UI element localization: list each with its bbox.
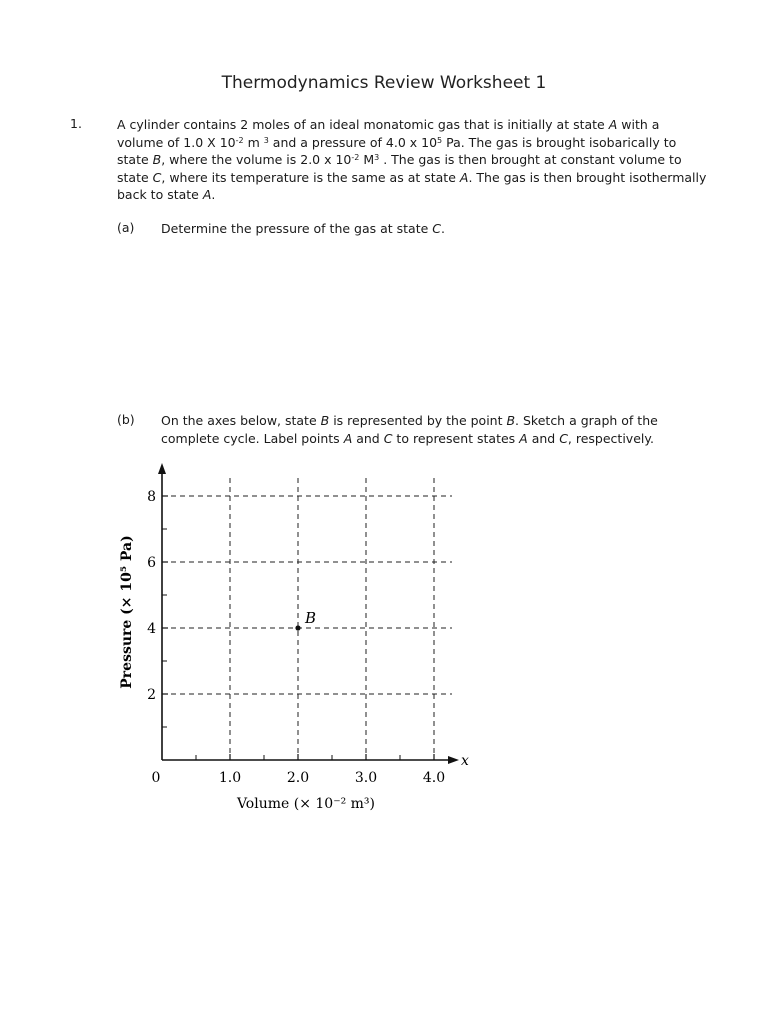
tick-labels [147,489,445,786]
x-tick-label: 4.0 [422,770,446,786]
x-axis-arrow-label: x [461,753,469,769]
x-tick-label: 1.0 [218,770,242,786]
y-tick-label: 6 [147,555,156,571]
y-tick-label: 8 [147,489,156,505]
part-a-label: (a) [117,220,135,235]
part-b-text: On the axes below, state B is represented by the point B. Sketch a graph of the complete cycle. Label points A and C to represent states A and C, respectively. [161,413,658,446]
question-number: 1. [70,116,82,131]
point-label-b: B [305,609,317,627]
part-b-label: (b) [117,412,135,427]
y-axis-arrow [158,463,166,474]
origin-label: 0 [151,770,161,786]
x-axis-arrow [448,756,459,764]
y-axis-title: Pressure (× 10⁵ Pa) [119,535,135,689]
worksheet-title: Thermodynamics Review Worksheet 1 [221,73,547,93]
y-tick-label: 2 [147,687,156,703]
x-axis-title: Volume (× 10⁻² m³) [236,796,376,812]
y-tick-label: 4 [147,621,156,637]
data-points [295,609,316,631]
question-text: A cylinder contains 2 moles of an ideal monatomic gas that is initially at state A with a volume of 1.0 X $10^{-2}$ m $^3$ and a pressure of 4.0 x $10^5$ Pa. The gas is brought isobarically to state B, where the volume is 2.0 x $10^{-2}$ $M^3$ . The gas is then brought at constant volume to state C, where its temperature is the same as at state A. The gas is then brought isothermally back to state A. [117,117,707,202]
part-a-text: Determine the pressure of the gas at state C. [161,221,445,236]
x-tick-label: 3.0 [354,770,378,786]
x-tick-label: 2.0 [286,770,310,786]
point-b [295,625,300,630]
